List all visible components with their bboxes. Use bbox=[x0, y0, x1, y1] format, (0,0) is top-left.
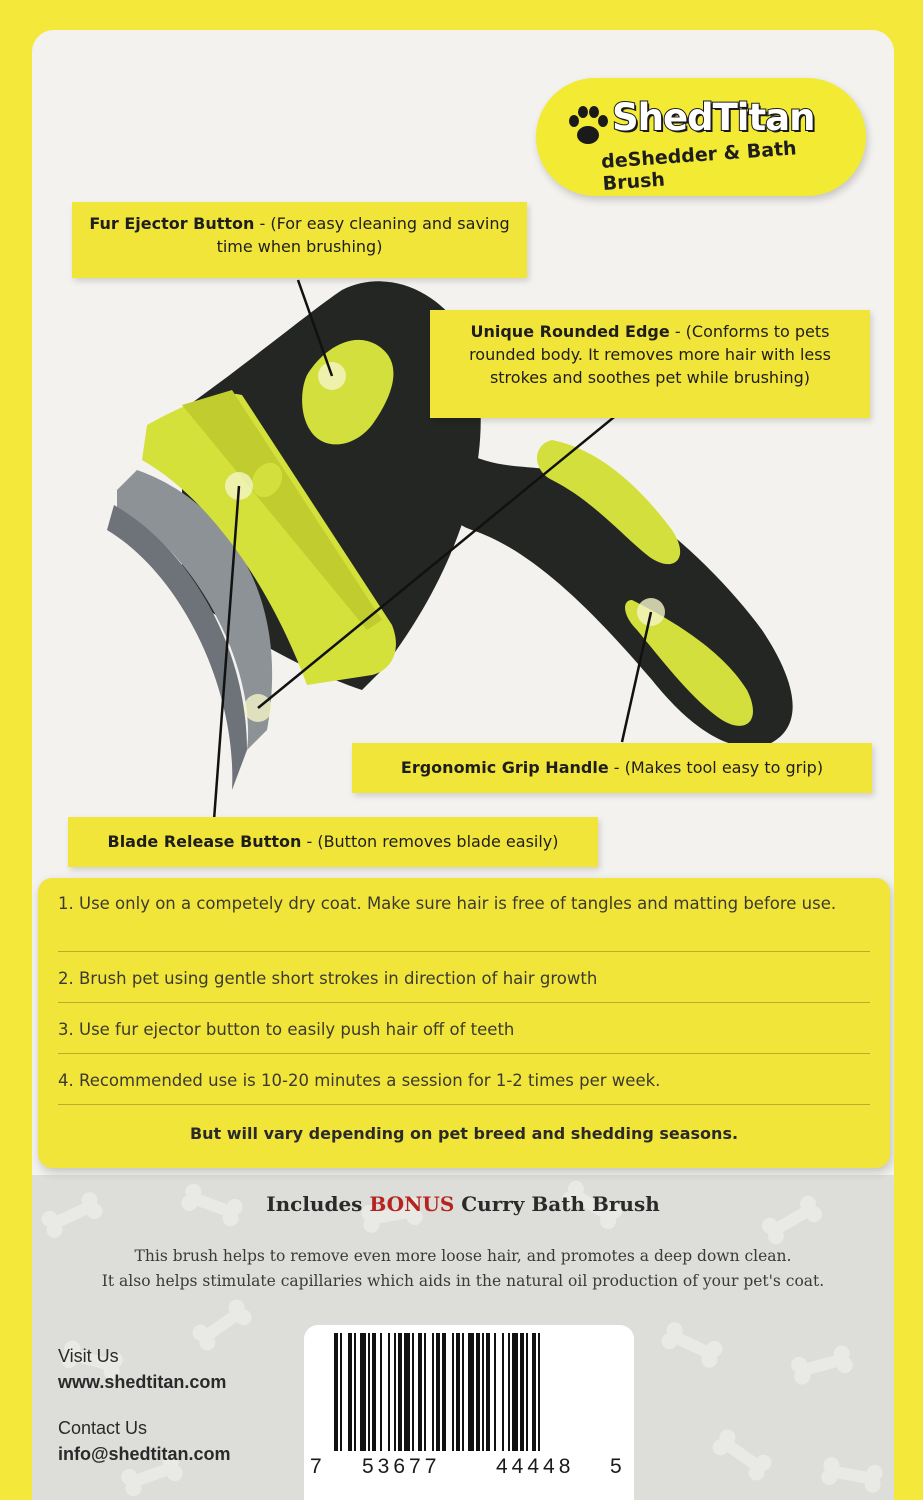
barcode-bar bbox=[532, 1333, 536, 1451]
bonus-title-suffix: Curry Bath Brush bbox=[454, 1192, 660, 1216]
instruction-item-4: 4. Recommended use is 10-20 minutes a session for 1-2 times per week. bbox=[58, 1071, 661, 1090]
barcode-bar bbox=[398, 1333, 402, 1451]
barcode-bar bbox=[372, 1333, 376, 1451]
barcode-bar bbox=[432, 1333, 434, 1451]
callout-fur-ejector bbox=[72, 202, 527, 278]
callout-text: - (Conforms to pets rounded body. It removes more hair with less strokes and soothes pet while brushing) bbox=[469, 322, 831, 387]
barcode-bar bbox=[404, 1333, 410, 1451]
callout-blade-release bbox=[68, 817, 598, 867]
callout-title: Unique Rounded Edge bbox=[470, 322, 670, 341]
barcode-bar bbox=[368, 1333, 370, 1451]
barcode-bar bbox=[482, 1333, 484, 1451]
barcode-bar bbox=[442, 1333, 446, 1451]
bonus-highlight: BONUS bbox=[369, 1192, 455, 1216]
brand-tagline: deShedder & Bath Brush bbox=[600, 137, 798, 195]
paw-print-icon bbox=[566, 104, 610, 148]
barcode-bar bbox=[468, 1333, 474, 1451]
barcode-bar bbox=[494, 1333, 496, 1451]
barcode-bar bbox=[462, 1333, 464, 1451]
contact-label: Contact Us bbox=[58, 1418, 148, 1438]
email-link[interactable]: info@shedtitan.com bbox=[58, 1444, 231, 1464]
packaging-card bbox=[32, 30, 894, 1500]
barcode-bar bbox=[520, 1333, 524, 1451]
bonus-title-prefix: Includes bbox=[266, 1192, 370, 1216]
callout-title: Ergonomic Grip Handle bbox=[400, 758, 609, 777]
barcode-bar bbox=[394, 1333, 396, 1451]
barcode-bar bbox=[354, 1333, 356, 1451]
barcode-bar bbox=[348, 1333, 352, 1451]
instruction-item-3: 3. Use fur ejector button to easily push hair off of teeth bbox=[58, 1020, 515, 1039]
callout-grip-handle bbox=[352, 743, 872, 793]
divider bbox=[58, 1002, 870, 1003]
shedtitan-logo bbox=[536, 78, 866, 196]
barcode-bar bbox=[436, 1333, 440, 1451]
barcode-bar bbox=[388, 1333, 390, 1451]
instructions-panel bbox=[38, 878, 890, 1168]
callout-text: - (Button removes blade easily) bbox=[301, 832, 559, 851]
visit-label: Visit Us bbox=[58, 1346, 119, 1366]
brand-name: ShedTitan bbox=[612, 96, 815, 139]
barcode-icon bbox=[304, 1325, 634, 1455]
divider bbox=[58, 1104, 870, 1105]
bonus-line-2: It also helps stimulate capillaries which aids in the natural oil production of your pet's coat. bbox=[101, 1272, 825, 1290]
callout-title: Fur Ejector Button bbox=[89, 214, 255, 233]
barcode-bar bbox=[476, 1333, 480, 1451]
instruction-item-1: 1. Use only on a competely dry coat. Make sure hair is free of tangles and matting before use. bbox=[58, 894, 837, 913]
barcode-bar bbox=[334, 1333, 338, 1451]
barcode-bar bbox=[508, 1333, 510, 1451]
callout-rounded-edge bbox=[430, 310, 870, 418]
barcode-lead-digit: 7 bbox=[310, 1455, 326, 1478]
divider bbox=[58, 951, 870, 952]
barcode-left-digits: 53677 bbox=[362, 1455, 441, 1478]
barcode-bar bbox=[486, 1333, 490, 1451]
website-link[interactable]: www.shedtitan.com bbox=[58, 1372, 227, 1392]
instruction-item-2: 2. Brush pet using gentle short strokes in direction of hair growth bbox=[58, 969, 598, 988]
callout-text: - (Makes tool easy to grip) bbox=[608, 758, 824, 777]
barcode-bar bbox=[412, 1333, 414, 1451]
barcode-bar bbox=[456, 1333, 460, 1451]
barcode-bar bbox=[502, 1333, 504, 1451]
barcode-bar bbox=[340, 1333, 342, 1451]
barcode-bar bbox=[538, 1333, 540, 1451]
barcode-bar bbox=[418, 1333, 422, 1451]
barcode-bar bbox=[424, 1333, 426, 1451]
callout-title: Blade Release Button bbox=[107, 832, 302, 851]
bonus-line-1: This brush helps to remove even more loose hair, and promotes a deep down clean. bbox=[134, 1247, 792, 1265]
instructions-note: But will vary depending on pet breed and shedding seasons. bbox=[189, 1124, 739, 1143]
barcode bbox=[304, 1325, 634, 1500]
barcode-bar bbox=[526, 1333, 528, 1451]
bonus-description bbox=[32, 1244, 894, 1294]
divider bbox=[58, 1053, 870, 1054]
barcode-bar bbox=[512, 1333, 518, 1451]
bonus-title bbox=[32, 1192, 894, 1216]
barcode-bar bbox=[360, 1333, 366, 1451]
barcode-bar bbox=[452, 1333, 454, 1451]
barcode-check-digit: 5 bbox=[610, 1455, 626, 1478]
barcode-right-digits: 44448 bbox=[496, 1455, 575, 1478]
barcode-bar bbox=[380, 1333, 382, 1451]
callout-text: - (For easy cleaning and saving time when brushing) bbox=[216, 214, 510, 256]
